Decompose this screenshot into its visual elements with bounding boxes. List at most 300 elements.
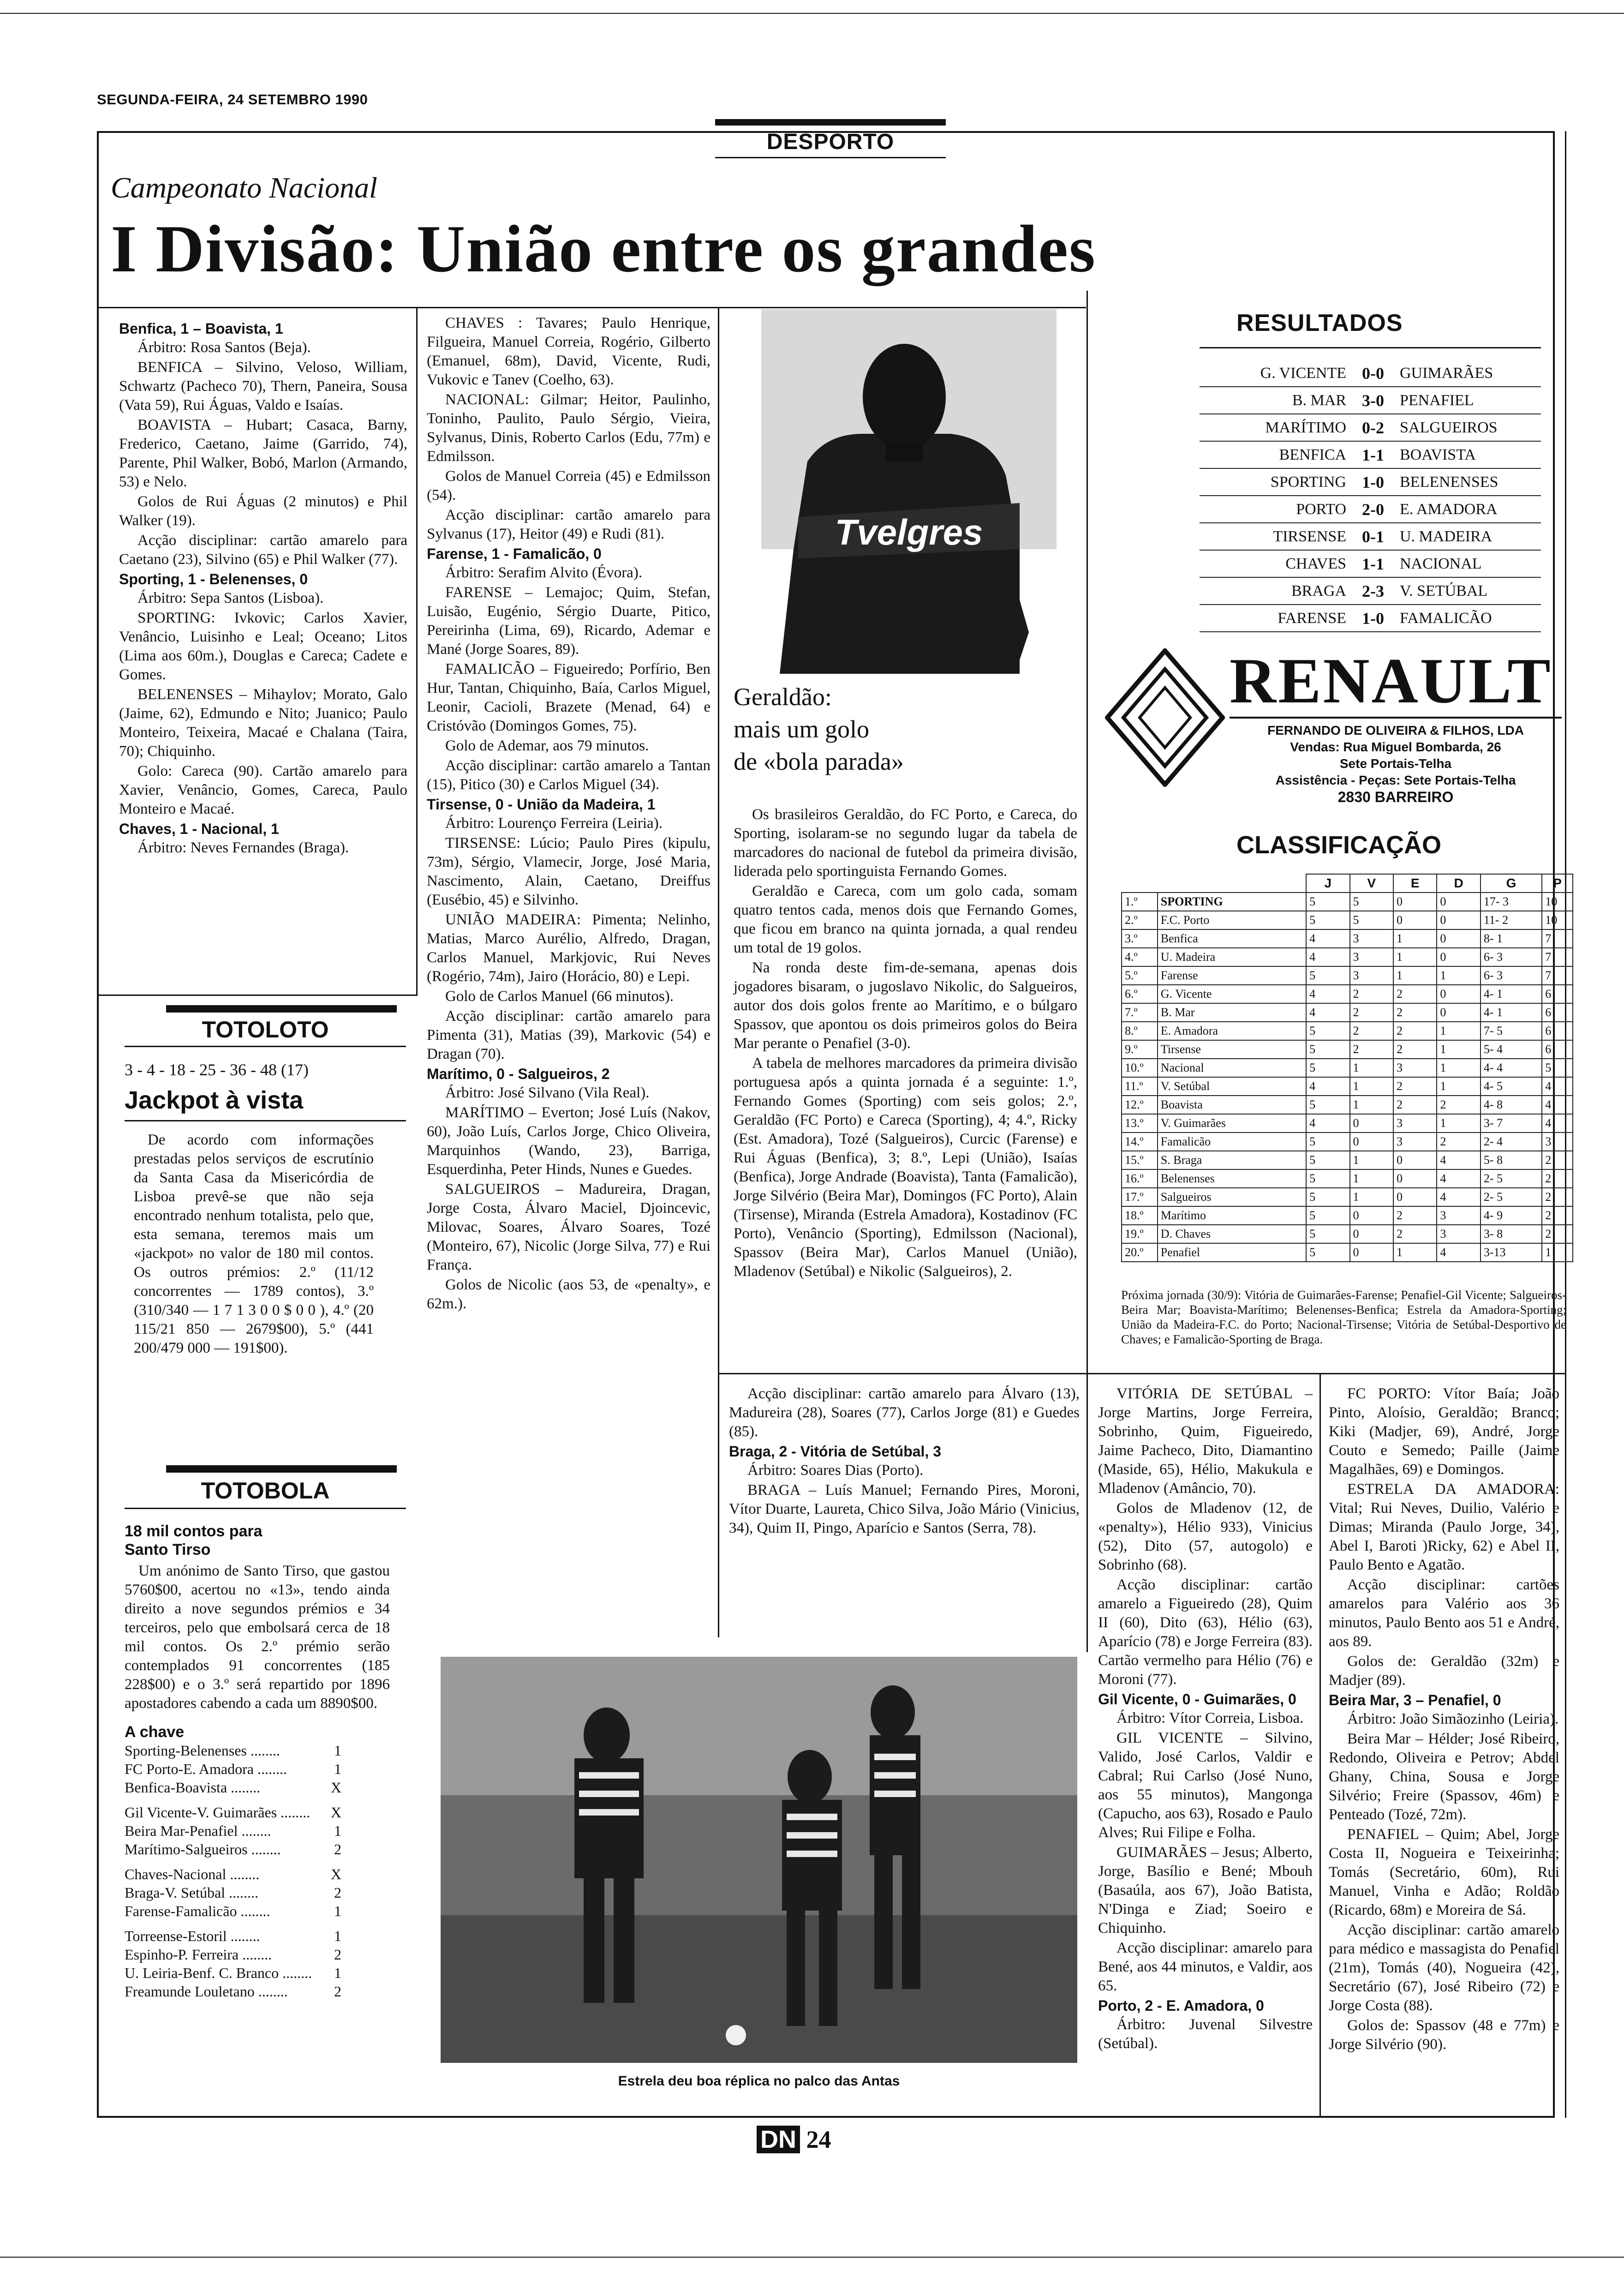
standings-cell: 4	[1542, 1096, 1573, 1114]
standings-cell: 17.º	[1122, 1188, 1158, 1206]
standings-cell: 1	[1350, 1188, 1393, 1206]
match-heading: Braga, 2 - Vitória de Setúbal, 3	[729, 1443, 941, 1460]
score: 0-2	[1362, 418, 1384, 437]
report-paragraph: BOAVISTA – Hubart; Casaca, Barny, Frederico, Caetano, Jaime (Garrido, 74), Parente, Phil Walker, Bobó, Marlon (Armando, 53) e Nelo.	[119, 417, 407, 490]
standings-cell: 1	[1393, 1243, 1437, 1262]
standings-cell: 19.º	[1122, 1225, 1158, 1243]
standings-cell: 3	[1350, 948, 1393, 966]
standings-cell: 17- 3	[1481, 893, 1542, 911]
away-team: E. AMADORA	[1400, 500, 1498, 518]
report-paragraph: BELENENSES – Mihaylov; Morato, Galo (Jaime, 62), Edmundo e Nito; Juanico; Paulo Monteiro, Teixeira, Macaé e Chalana (Taira, 70); Chiquinho.	[119, 686, 407, 760]
report-paragraph: Acção disciplinar: cartão amarelo a Tantan (15), Pitico (30) e Carlos Miguel (34).	[427, 757, 710, 793]
geraldao-article	[734, 805, 1077, 1282]
section-label: DESPORTO	[766, 130, 895, 154]
report-paragraph: Golo de Carlos Manuel (66 minutos).	[445, 988, 674, 1005]
result-row	[1200, 360, 1541, 387]
key-row	[125, 1927, 341, 1945]
standings-cell: 2.º	[1122, 911, 1158, 929]
score: 1-1	[1362, 554, 1384, 573]
standings-cell: Salgueiros	[1158, 1188, 1306, 1206]
totobola-subtitle: 18 mil contos para Santo Tirso	[125, 1522, 263, 1558]
report-paragraph: Golos de: Geraldão (32m) e Madjer (89).	[1329, 1653, 1559, 1689]
standings-cell: 3	[1393, 1133, 1437, 1151]
report-paragraph: PENAFIEL – Quim; Abel, Jorge Costa II, Nogueira e Teixeirinha; Tomás (Secretário, 60m), Rui Manuel, Vinha e Adão; Roldão (Ricardo, 68m) e Moreira de Sá.	[1329, 1826, 1559, 1918]
section-header	[715, 119, 946, 155]
standings-cell: 0	[1437, 948, 1480, 966]
report-paragraph: Acção disciplinar: cartão amarelo para Álvaro (13), Madureira (28), Soares (77), Carlos Jorge (81) e Guedes (85).	[729, 1385, 1080, 1440]
standings-cell: 4- 1	[1481, 1003, 1542, 1022]
match-heading: Beira Mar, 3 – Penafiel, 0	[1329, 1692, 1501, 1708]
report-paragraph: NACIONAL: Gilmar; Heitor, Paulinho, Toninho, Paulito, Paulo Sérgio, Vieira, Sylvanus, Dinis, Roberto Carlos (Edu, 77m) e Edmilsson.	[427, 391, 710, 465]
result-row	[1200, 523, 1541, 551]
standings-header: G	[1481, 874, 1542, 893]
key-row	[125, 1964, 341, 1982]
standings-cell: 5	[1306, 1133, 1349, 1151]
standings-cell: 16.º	[1122, 1169, 1158, 1188]
standings-row	[1122, 1151, 1573, 1169]
top-rule	[0, 13, 1624, 14]
standings-row	[1122, 1003, 1573, 1022]
result-row	[1200, 469, 1541, 496]
standings-row	[1122, 1225, 1573, 1243]
key-match: Gil Vicente-V. Guimarães ........	[125, 1804, 310, 1821]
score: 1-0	[1362, 609, 1384, 628]
standings-row	[1122, 911, 1573, 929]
match-heading: Tirsense, 0 - União da Madeira, 1	[427, 796, 656, 813]
key-result: 1	[334, 1742, 341, 1759]
standings-cell: 3-13	[1481, 1243, 1542, 1262]
report-paragraph: GUIMARÃES – Jesus; Alberto, Jorge, Basílio e Bené; Mbouh (Basaúla, aos 67), João Batista, N'Dinga e Ziad; Soeiro e Chiquinho.	[1098, 1844, 1313, 1936]
standings-cell: 0	[1393, 893, 1437, 911]
article-paragraph: A tabela de melhores marcadores da primeira divisão portuguesa após a quinta jornada é a seguinte: 1.º, Fernando Gomes (Sporting) com seis golos; 2.º, Geraldão (FC Porto) e Careca (Sporting), 4; 4.º, Ricky (Est. Amadora), Tozé (Salgueiros), Curcic (Farense) e Rui Águas (Benfica), 3; 8.º, Lepi (União), Isaías (Benfica), Jorge Andrade (Boavista), Tanta (Famalicão), Jorge Silvério (Beira Mar), Domingos (FC Porto), Alain (Tirsense), Miranda (Estrela Amadora), Kostadinov (FC Porto), Venâncio (Sporting), Edmilsson (Nacional), Spassov (Beira Mar), Carlos Manuel (União), Mladenov (Setúbal) e Nikolic (Salgueiros), 2.	[734, 1055, 1077, 1280]
standings-cell: 1	[1393, 948, 1437, 966]
key-match: Torreense-Estoril ........	[125, 1928, 260, 1944]
standings-cell: 0	[1350, 1114, 1393, 1133]
totoloto-numbers: 3 - 4 - 18 - 25 - 36 - 48 (17)	[125, 1061, 309, 1079]
score: 0-0	[1362, 364, 1384, 383]
standings-cell: 2	[1393, 1225, 1437, 1243]
standings-cell: 2- 4	[1481, 1133, 1542, 1151]
standings-cell: 18.º	[1122, 1206, 1158, 1225]
match-reports-col5	[1329, 1384, 1559, 2055]
standings-cell: 3	[1437, 1225, 1480, 1243]
home-team: FARENSE	[1278, 609, 1346, 627]
result-row	[1200, 551, 1541, 578]
away-team: U. MADEIRA	[1400, 527, 1493, 545]
report-paragraph: Beira Mar – Hélder; José Ribeiro, Redondo, Oliveira e Petrov; Abdel Ghany, China, Sousa e Jorge Silvério; Freire (Spassov, 46m) e Penteado (Tozé, 72m).	[1329, 1731, 1559, 1823]
standings-cell: 3	[1350, 966, 1393, 985]
totoloto-box	[125, 1005, 406, 1358]
standings-cell: 7	[1542, 966, 1573, 985]
standings-cell: 5	[1350, 911, 1393, 929]
standings-header: D	[1437, 874, 1480, 893]
standings-row	[1122, 1206, 1573, 1225]
standings-cell: 5.º	[1122, 966, 1158, 985]
home-team: PORTO	[1296, 500, 1346, 518]
standings-cell: 4	[1437, 1151, 1480, 1169]
bottom-rule	[0, 2257, 1624, 2258]
away-team: V. SETÚBAL	[1400, 582, 1488, 599]
report-paragraph: SPORTING: Ivkovic; Carlos Xavier, Venâncio, Luisinho e Leal; Oceano; Litos (Lima aos 60m.), Douglas e Careca; Cadete e Gomes.	[119, 610, 407, 683]
standings-cell: 1	[1437, 966, 1480, 985]
standings-row	[1122, 985, 1573, 1003]
key-match: Benfica-Boavista ........	[125, 1779, 261, 1796]
standings-cell: 0	[1437, 893, 1480, 911]
away-team: SALGUEIROS	[1400, 419, 1498, 436]
standings-cell: 2	[1542, 1169, 1573, 1188]
standings-cell: 2	[1437, 1133, 1480, 1151]
report-paragraph: Árbitro: Serafim Alvito (Évora).	[445, 564, 643, 581]
standings-cell: 6	[1542, 1022, 1573, 1040]
standings-row	[1122, 1096, 1573, 1114]
standings-cell: 5	[1306, 1225, 1349, 1243]
geraldao-title-line: Geraldão:	[734, 683, 832, 711]
key-match: Chaves-Nacional ........	[125, 1866, 260, 1882]
standings-cell: 6- 3	[1481, 966, 1542, 985]
result-row	[1200, 578, 1541, 605]
standings-cell: 8- 1	[1481, 929, 1542, 948]
report-paragraph: BENFICA – Silvino, Veloso, William, Schwartz (Pacheco 70), Thern, Paneira, Sousa (Vata 59), Rui Águas, Valdo e Isaías.	[119, 359, 407, 413]
standings-cell: 2	[1393, 1003, 1437, 1022]
report-paragraph: Acção disciplinar: cartão amarelo para Pimenta (31), Matias (39), Markovic (54) e Dragan (70).	[427, 1008, 710, 1062]
standings-header: P	[1542, 874, 1573, 893]
totoloto-body: De acordo com informações prestadas pelos serviços de escrutínio da Santa Casa da Misericórdia de Lisboa prevê-se que não seja encontrado nenhum totalista, pelo que, esta semana, teremos mais um «jackpot» no valor de 180 mil contos. Os outros prémios: 2.º (11/12 concorrentes — 1789 contos), 3.º (310/340 — 1 7 1 3 0 0 $ 0 0 ), 4.º (20 115/21 850 — 2679$00), 5.º (441 200/479 000 — 191$00).	[134, 1132, 374, 1356]
article-paragraph: Os brasileiros Geraldão, do FC Porto, e Careca, do Sporting, isolaram-se no segundo lugar da tabela de marcadores do nacional de futebol da primeira divisão, liderada pelo sportinguista Fernando Gomes.	[734, 806, 1077, 880]
standings-header: J	[1306, 874, 1349, 893]
standings-cell: 5	[1306, 1169, 1349, 1188]
standings-cell: 0	[1437, 1003, 1480, 1022]
home-team: BRAGA	[1291, 582, 1346, 599]
report-paragraph: Acção disciplinar: cartão amarelo para Caetano (23), Silvino (65) e Phil Walker (77).	[119, 532, 407, 568]
match-heading: Porto, 2 - E. Amadora, 0	[1098, 1997, 1264, 2014]
standings-header	[1158, 874, 1306, 893]
key-match: Beira Mar-Penafiel ........	[125, 1822, 271, 1839]
standings-cell: 5	[1306, 1096, 1349, 1114]
key-row	[125, 1840, 341, 1858]
results-rule	[1200, 347, 1541, 348]
standings-row	[1122, 1133, 1573, 1151]
match-reports-col4	[1098, 1384, 1313, 2054]
standings-cell: 7- 5	[1481, 1022, 1542, 1040]
standings-cell: Famalicão	[1158, 1133, 1306, 1151]
report-paragraph: Golo: Careca (90). Cartão amarelo para Xavier, Venâncio, Gomes, Careca, Paulo Monteiro e Macaé.	[119, 763, 407, 817]
key-row	[125, 1803, 341, 1822]
key-match: Farense-Famalicão ........	[125, 1903, 270, 1919]
key-title: A chave	[125, 1723, 185, 1741]
standings-cell: 2	[1350, 1022, 1393, 1040]
geraldao-title	[734, 681, 904, 778]
standings-cell: 2	[1542, 1151, 1573, 1169]
standings-cell: 3	[1542, 1133, 1573, 1151]
standings-cell: B. Mar	[1158, 1003, 1306, 1022]
standings-header: V	[1350, 874, 1393, 893]
standings-cell: V. Guimarães	[1158, 1114, 1306, 1133]
score: 3-0	[1362, 391, 1384, 410]
result-row	[1200, 496, 1541, 523]
key-result: 2	[334, 1884, 341, 1901]
score: 2-3	[1362, 581, 1384, 600]
away-team: BOAVISTA	[1400, 446, 1476, 463]
standings-row	[1122, 948, 1573, 966]
standings-cell: Nacional	[1158, 1059, 1306, 1077]
standings-cell: 0	[1350, 1243, 1393, 1262]
standings-cell: 9.º	[1122, 1040, 1158, 1059]
standings-row	[1122, 1243, 1573, 1262]
standings-cell: S. Braga	[1158, 1151, 1306, 1169]
standings-cell: 2	[1393, 1206, 1437, 1225]
totobola-box	[125, 1465, 406, 2001]
report-paragraph: UNIÃO MADEIRA: Pimenta; Nelinho, Matias, Marco Aurélio, Alfredo, Dragan, Carlos Manuel, Markjovic, Rui Neves (Rogério, 74m), Jairo (Horácio, 80) e Lepi.	[427, 911, 710, 985]
standings-cell: 5	[1306, 1206, 1349, 1225]
match-heading: Marítimo, 0 - Salgueiros, 2	[427, 1066, 610, 1082]
standings-cell: 4	[1437, 1188, 1480, 1206]
report-paragraph: ESTRELA DA AMADORA: Vital; Rui Neves, Duilio, Valério e Dimas; Miranda (Paulo Jorge, 34), Abel I, Baroti )Ricky, 62) e Abel II, Paulo Bento e Agatão.	[1329, 1481, 1559, 1573]
report-paragraph: Árbitro: Sepa Santos (Lisboa).	[137, 590, 324, 606]
standings-cell: Penafiel	[1158, 1243, 1306, 1262]
key-result: 1	[334, 1965, 341, 1981]
standings-cell: 0	[1393, 911, 1437, 929]
standings-cell: 2	[1350, 985, 1393, 1003]
key-row	[125, 1883, 341, 1902]
standings-cell: 2	[1542, 1206, 1573, 1225]
standings-cell: 1	[1350, 1096, 1393, 1114]
standings-cell: 2	[1542, 1225, 1573, 1243]
home-team: G. VICENTE	[1260, 364, 1346, 382]
report-paragraph: Acção disciplinar: cartão amarelo a Figueiredo (28), Quim II (60), Dito (63), Hélio (63), Aparício (78) e Jorge Ferreira (83). Cartão vermelho para Hélio (76) e Moroni (77).	[1098, 1576, 1313, 1688]
result-row	[1200, 414, 1541, 442]
key-result: 1	[334, 1928, 341, 1944]
standings-cell: 11.º	[1122, 1077, 1158, 1096]
standings-cell: 7	[1542, 929, 1573, 948]
standings-cell: 1	[1437, 1022, 1480, 1040]
standings-cell: 1	[1350, 1077, 1393, 1096]
match-reports-col1	[119, 318, 407, 858]
dealer-city: 2830 BARREIRO	[1337, 789, 1454, 805]
home-team: CHAVES	[1285, 555, 1346, 572]
totobola-body: Um anónimo de Santo Tirso, que gastou 5760$00, acertou no «13», tendo ainda direito a nove segundos prémios e 34 terceiros, pelo que embolsará cerca de 18 mil contos. Os 2.º prémio serão contemplados 91 concorrentes (185 228$00) e o 3.º será repartido por 1896 apostadores cabendo a cada um 8890$00.	[125, 1563, 390, 1712]
standings-cell: Boavista	[1158, 1096, 1306, 1114]
standings-cell: 4.º	[1122, 948, 1158, 966]
jackpot-heading: Jackpot à vista	[125, 1086, 304, 1114]
match-heading: Gil Vicente, 0 - Guimarães, 0	[1098, 1691, 1296, 1708]
report-paragraph: Acção disciplinar: amarelo para Bené, aos 44 minutos, e Valdir, aos 65.	[1098, 1940, 1313, 1994]
standings-cell: 0	[1437, 985, 1480, 1003]
renault-wordmark: RENAULT	[1230, 645, 1552, 717]
away-team: BELENENSES	[1400, 473, 1499, 491]
standings-cell: 1	[1437, 1059, 1480, 1077]
standings-cell: 7.º	[1122, 1003, 1158, 1022]
column-rule	[718, 308, 719, 1637]
standings-cell: 4	[1542, 1077, 1573, 1096]
player-photo-image	[734, 309, 1075, 674]
standings-row	[1122, 966, 1573, 985]
standings-cell: 1	[1437, 1040, 1480, 1059]
standings-cell: F.C. Porto	[1158, 911, 1306, 929]
standings-cell: 4	[1437, 1169, 1480, 1188]
dealer-sales: Vendas: Rua Miguel Bombarda, 26	[1290, 740, 1501, 754]
headline-rule	[99, 307, 1086, 308]
standings-cell: 0	[1393, 1169, 1437, 1188]
home-team: BENFICA	[1279, 446, 1346, 463]
next-round: Próxima jornada (30/9): Vitória de Guimarães-Farense; Penafiel-Gil Vicente; Salgueiros-Beira Mar; Boavista-Marítimo; Belenenses-Benfica; Estrela da Amadora-Sporting; União da Madeira-F.C. do Porto; Nacional-Tirsense; Vitória de Setúbal-Desportivo de Chaves; e Famalicão-Sporting de Braga.	[1121, 1288, 1566, 1346]
standings-cell: V. Setúbal	[1158, 1077, 1306, 1096]
result-row	[1200, 442, 1541, 469]
standings-cell: Tirsense	[1158, 1040, 1306, 1059]
standings-table	[1121, 874, 1573, 1262]
dealer-location: Sete Portais-Telha	[1339, 756, 1452, 771]
key-result: 2	[334, 1841, 341, 1858]
standings-row	[1122, 893, 1573, 911]
standings-cell: 11- 2	[1481, 911, 1542, 929]
key-row	[125, 1778, 341, 1797]
page-number: 24	[806, 2126, 831, 2153]
standings-cell: 6	[1542, 1003, 1573, 1022]
key-row	[125, 1945, 341, 1964]
photo-caption: Estrela deu boa réplica no palco das Antas	[618, 2073, 900, 2089]
report-paragraph: Golos de: Spassov (48 e 77m) e Jorge Silvério (90).	[1329, 2017, 1559, 2053]
standings-cell: 2	[1393, 1077, 1437, 1096]
column-rule	[1320, 1373, 1321, 2116]
standings-cell: E. Amadora	[1158, 1022, 1306, 1040]
standings-cell: 4- 5	[1481, 1077, 1542, 1096]
standings-cell: 2	[1393, 1096, 1437, 1114]
standings-cell: Benfica	[1158, 929, 1306, 948]
standings-cell: 5- 4	[1481, 1040, 1542, 1059]
match-reports-col3	[729, 1384, 1080, 1539]
report-paragraph: Árbitro: Soares Dias (Porto).	[747, 1462, 924, 1479]
article-paragraph: Na ronda deste fim-de-semana, apenas dois jogadores bisaram, o jugoslavo Nikolic, do Salgueiros, autor dos dois golos frente ao Marítimo, e o búlgaro Spassov, que apontou os dois primeiros golos do Beira Mar perante o Penafiel (3-0).	[734, 959, 1077, 1052]
headline: I Divisão: União entre os grandes	[111, 211, 1096, 286]
away-team: FAMALICÃO	[1400, 609, 1492, 627]
standings-title: CLASSIFICAÇÃO	[1236, 831, 1441, 859]
standings-cell: 14.º	[1122, 1133, 1158, 1151]
standings-header	[1122, 874, 1158, 893]
standings-cell: 4	[1306, 948, 1349, 966]
standings-cell: 10.º	[1122, 1059, 1158, 1077]
dealer-name: FERNANDO DE OLIVEIRA & FILHOS, LDA	[1267, 723, 1524, 737]
standings-header: E	[1393, 874, 1437, 893]
standings-row	[1122, 1169, 1573, 1188]
results-title: RESULTADOS	[1236, 310, 1403, 336]
standings-cell: 1	[1350, 1151, 1393, 1169]
key-match: Braga-V. Setúbal ........	[125, 1884, 259, 1901]
report-paragraph: TIRSENSE: Lúcio; Paulo Pires (kipulu, 73m), Sérgio, Vlamecir, Jorge, José Maria, Nascimento, Alain, Caetano, Dreiffus (Eusébio, 45) e Silvinho.	[427, 835, 710, 908]
away-team: NACIONAL	[1400, 555, 1482, 572]
shirt-sponsor-text: Tvelgres	[835, 512, 983, 552]
key-row	[125, 1902, 341, 1920]
standings-cell: 2	[1542, 1188, 1573, 1206]
key-match: Marítimo-Salgueiros ........	[125, 1841, 281, 1858]
home-team: B. MAR	[1292, 391, 1346, 409]
report-paragraph: Árbitro: Neves Fernandes (Braga).	[137, 839, 349, 856]
standings-cell: 4- 1	[1481, 985, 1542, 1003]
standings-cell: 5	[1306, 1243, 1349, 1262]
standings-cell: Marítimo	[1158, 1206, 1306, 1225]
geraldao-title-line: mais um golo	[734, 715, 869, 743]
report-paragraph: Árbitro: Vítor Correia, Lisboa.	[1116, 1710, 1304, 1726]
standings-cell: 20.º	[1122, 1243, 1158, 1262]
key-result: X	[330, 1866, 341, 1882]
home-team: MARÍTIMO	[1265, 419, 1346, 436]
key-list	[125, 1741, 341, 2001]
standings-cell: 4- 9	[1481, 1206, 1542, 1225]
key-result: X	[330, 1804, 341, 1821]
standings-cell: 0	[1393, 1188, 1437, 1206]
standings-cell: 10	[1542, 911, 1573, 929]
match-heading: Sporting, 1 - Belenenses, 0	[119, 571, 308, 587]
report-paragraph: Árbitro: Lourenço Ferreira (Leiria).	[445, 815, 663, 832]
key-match: FC Porto-E. Amadora ........	[125, 1761, 287, 1777]
match-heading: Chaves, 1 - Nacional, 1	[119, 821, 279, 837]
report-paragraph: Acção disciplinar: cartão amarelo para Sylvanus (17), Heitor (49) e Rudi (81).	[427, 507, 710, 542]
report-paragraph: MARÍTIMO – Everton; José Luís (Nakov, 60), João Luís, Carlos Jorge, Chico Oliveira, Marquinhos (Wando, 23), Barriga, Esquerdinha, Peter Hinds, Nunes e Guedes.	[427, 1104, 710, 1178]
report-paragraph: BRAGA – Luís Manuel; Fernando Pires, Moroni, Vítor Duarte, Laureta, Chico Silva, João Mário (Vinicius, 34), Quim II, Pingo, Aparício e Santos (Serra, 78).	[729, 1482, 1080, 1536]
standings-cell: 4	[1437, 1243, 1480, 1262]
away-team: PENAFIEL	[1400, 391, 1474, 409]
match-heading: Benfica, 1 – Boavista, 1	[119, 320, 283, 337]
key-result: 1	[334, 1903, 341, 1919]
match-photo-image	[431, 1657, 1087, 2067]
standings-cell: 1	[1393, 929, 1437, 948]
standings-cell: 5	[1306, 1151, 1349, 1169]
report-paragraph: Árbitro: Rosa Santos (Beja).	[137, 339, 311, 356]
standings-cell: 4	[1542, 1114, 1573, 1133]
standings-cell: 3	[1350, 929, 1393, 948]
standings-cell: 3	[1393, 1059, 1437, 1077]
standings-cell: 1	[1542, 1243, 1573, 1262]
column-rule	[416, 308, 418, 996]
totoloto-title: TOTOLOTO	[202, 1017, 329, 1043]
report-paragraph: Golos de Rui Águas (2 minutos) e Phil Walker (19).	[119, 493, 407, 529]
standings-cell: 15.º	[1122, 1151, 1158, 1169]
report-paragraph: FAMALICÃO – Figueiredo; Porfírio, Ben Hur, Tantan, Chiquinho, Baía, Carlos Miguel, Leonir, Cacioli, Brazete (Menad, 64) e Cristóvão (Domingos Gomes, 75).	[427, 661, 710, 734]
standings-cell: 2	[1350, 1040, 1393, 1059]
standings-cell: 4	[1306, 1003, 1349, 1022]
score: 0-1	[1362, 527, 1384, 546]
key-match: Espinho-P. Ferreira ........	[125, 1946, 272, 1963]
report-paragraph: Árbitro: João Simãozinho (Leiria).	[1347, 1711, 1559, 1727]
report-paragraph: GIL VICENTE – Silvino, Valido, José Carlos, Valdir e Cabral; Rui Carlso (José Nuno, aos 55 minutos), Mangonga (Capucho, aos 63), Rosado e Paulo Alves; Rui Filipe e Folha.	[1098, 1730, 1313, 1841]
standings-cell: 5	[1306, 1188, 1349, 1206]
page-footer	[757, 2125, 831, 2154]
standings-cell: 8.º	[1122, 1022, 1158, 1040]
results-table	[1200, 360, 1541, 632]
standings-cell: 0	[1350, 1225, 1393, 1243]
standings-cell: 0	[1350, 1133, 1393, 1151]
key-row	[125, 1760, 341, 1778]
report-paragraph: Golo de Ademar, aos 79 minutos.	[445, 737, 649, 754]
standings-row	[1122, 1077, 1573, 1096]
standings-cell: 4	[1306, 1114, 1349, 1133]
standings-cell: 6	[1542, 1040, 1573, 1059]
standings-cell: G. Vicente	[1158, 985, 1306, 1003]
standings-cell: 4	[1306, 1077, 1349, 1096]
report-paragraph: Acção disciplinar: cartões amarelos para Valério aos 36 minutos, Paulo Bento aos 51 e André, aos 89.	[1329, 1576, 1559, 1650]
standings-cell: 1	[1437, 1114, 1480, 1133]
standings-cell: 5	[1306, 966, 1349, 985]
standings-cell: 1	[1393, 966, 1437, 985]
report-paragraph: VITÓRIA DE SETÚBAL – Jorge Martins, Jorge Ferreira, Sobrinho, Quim, Figueiredo, Jaime Pacheco, Dito, Diamantino (Maside, 65), Hélio, Makukula e Mladenov (Amâncio, 70).	[1098, 1385, 1313, 1497]
standings-cell: 1	[1350, 1169, 1393, 1188]
report-paragraph: Golos de Mladenov (12, de «penalty»), Hélio 933), Vinicius (52), Dito (57, autogolo) e Sobrinho (68).	[1098, 1500, 1313, 1573]
key-result: 1	[334, 1761, 341, 1777]
standings-cell: 2	[1350, 1003, 1393, 1022]
report-paragraph: Árbitro: José Silvano (Vila Real).	[445, 1085, 650, 1101]
column-rule	[718, 1373, 1565, 1374]
key-row	[125, 1982, 341, 2001]
standings-cell: 3.º	[1122, 929, 1158, 948]
geraldao-title-line: de «bola parada»	[734, 748, 904, 775]
